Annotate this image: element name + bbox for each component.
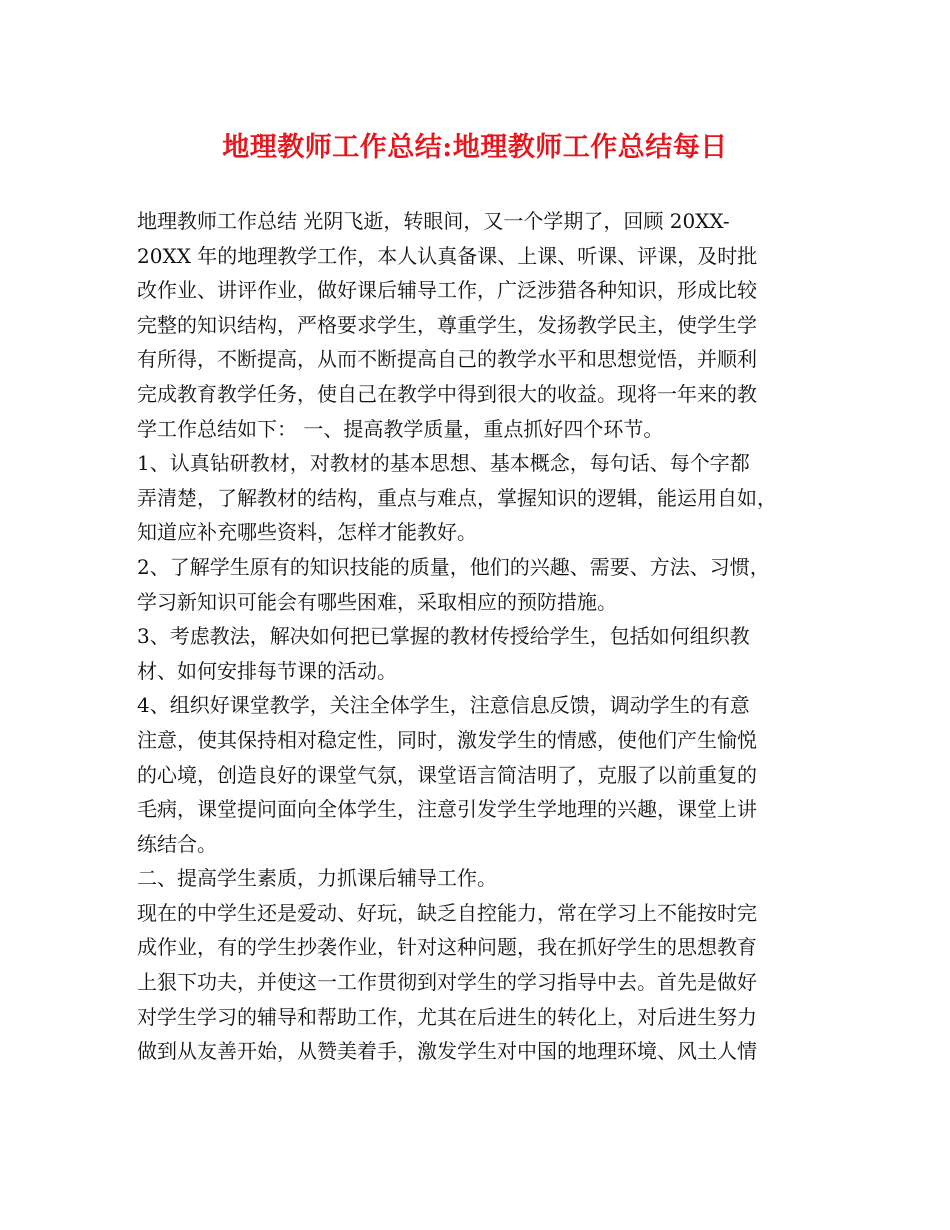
body-line: 注意，使其保持相对稳定性，同时，激发学生的情感，使他们产生愉悦 <box>137 727 757 752</box>
body-line: 地理教师工作总结 光阴飞逝，转眼间，又一个学期了，回顾 20XX- <box>137 209 730 233</box>
body-line: 材、如何安排每节课的活动。 <box>137 658 397 683</box>
body-line: 改作业、讲评作业，做好课后辅导工作，广泛涉猎各种知识，形成比较 <box>137 278 757 303</box>
body-line: 有所得，不断提高，从而不断提高自己的教学水平和思想觉悟，并顺利 <box>137 347 757 372</box>
body-line: 现在的中学生还是爱动、好玩，缺乏自控能力，常在学习上不能按时完 <box>137 900 757 925</box>
body-line: 2、了解学生原有的知识技能的质量，他们的兴趣、需要、方法、习惯， <box>137 554 770 579</box>
body-line: 做到从友善开始，从赞美着手，激发学生对中国的地理环境、风土人情 <box>137 1039 757 1064</box>
body-line: 4、组织好课堂教学，关注全体学生，注意信息反馈，调动学生的有意 <box>137 693 750 718</box>
body-line: 练结合。 <box>137 831 217 856</box>
body-line: 对学生学习的辅导和帮助工作，尤其在后进生的转化上，对后进生努力 <box>137 1004 757 1029</box>
body-line: 学工作总结如下： 一、提高教学质量，重点抓好四个环节。 <box>137 416 664 441</box>
body-line: 的心境，创造良好的课堂气氛，课堂语言简洁明了，克服了以前重复的 <box>137 762 757 787</box>
body-line: 1、认真钻研教材，对教材的基本思想、基本概念，每句话、每个字都 <box>137 451 750 476</box>
body-line: 3、考虑教法，解决如何把已掌握的教材传授给学生，包括如何组织教 <box>137 624 750 649</box>
body-line: 成作业，有的学生抄袭作业，针对这种问题，我在抓好学生的思想教育 <box>137 935 757 960</box>
body-line: 20XX 年的地理教学工作，本人认真备课、上课、听课、评课，及时批 <box>137 243 758 268</box>
body-line: 上狠下功夫，并使这一工作贯彻到对学生的学习指导中去。首先是做好 <box>137 970 757 995</box>
body-line: 学习新知识可能会有哪些困难，采取相应的预防措施。 <box>137 589 617 614</box>
body-line: 二、提高学生素质，力抓课后辅导工作。 <box>137 866 497 891</box>
body-line: 完成教育教学任务，使自己在教学中得到很大的收益。现将一年来的教 <box>137 381 757 406</box>
document-body <box>137 204 822 1069</box>
body-line: 知道应补充哪些资料，怎样才能教好。 <box>137 520 477 545</box>
body-line: 完整的知识结构，严格要求学生，尊重学生，发扬教学民主，使学生学 <box>137 312 757 337</box>
body-line: 毛病，课堂提问面向全体学生，注意引发学生学地理的兴趣，课堂上讲 <box>137 797 757 822</box>
document-title: 地理教师工作总结:地理教师工作总结每日 <box>222 132 728 163</box>
body-line: 弄清楚，了解教材的结构，重点与难点，掌握知识的逻辑，能运用自如， <box>137 485 777 510</box>
